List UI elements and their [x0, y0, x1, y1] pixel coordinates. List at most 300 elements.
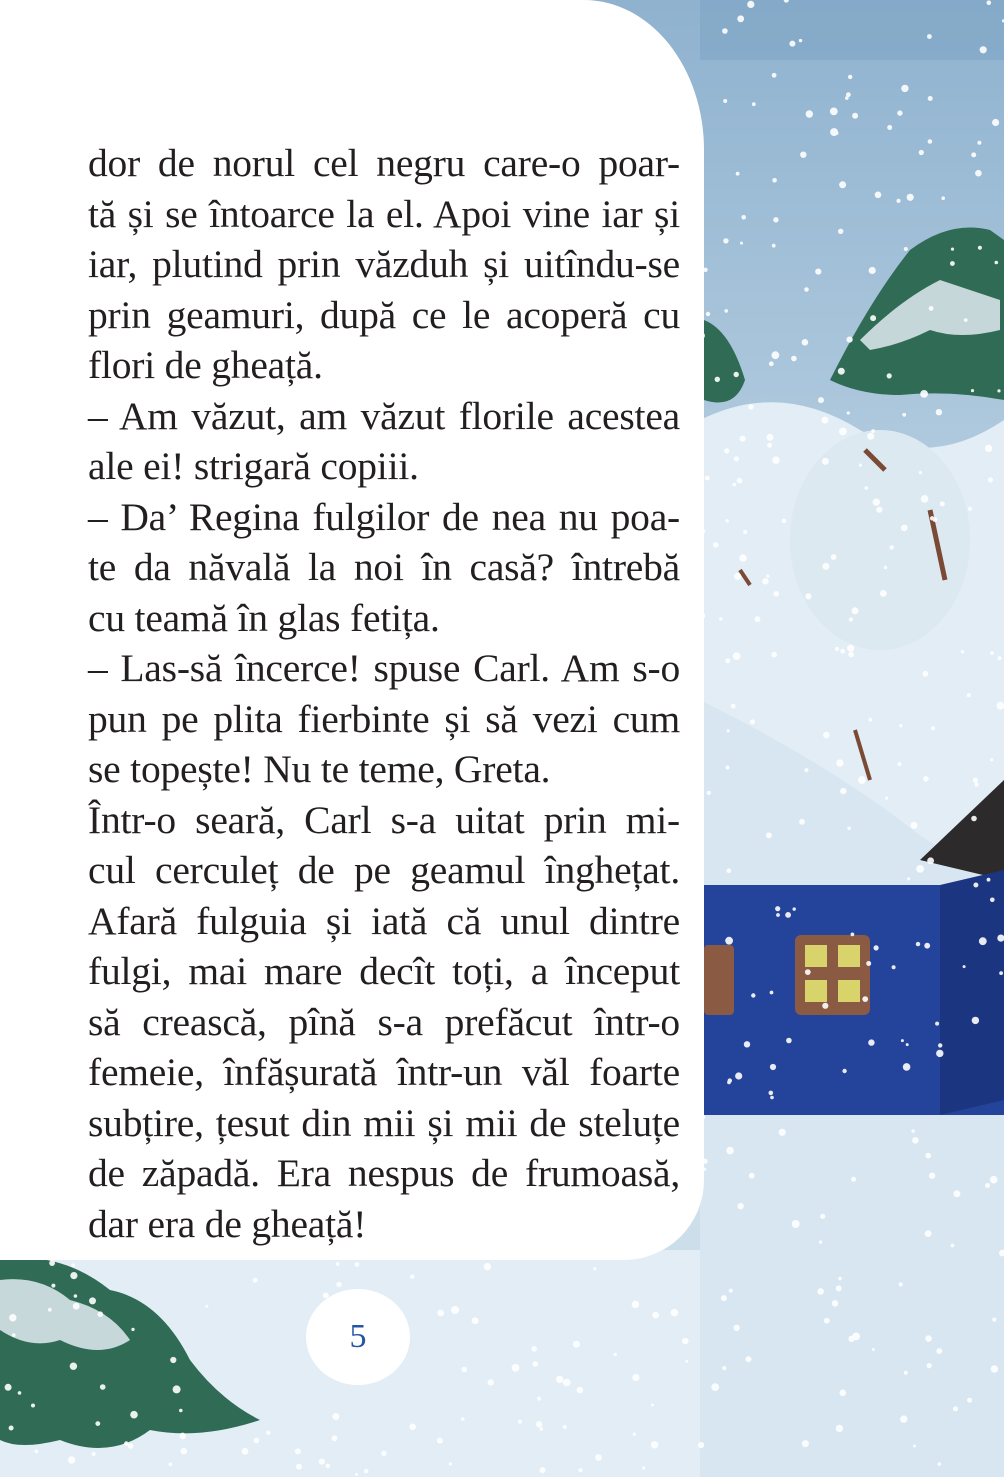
snowflake	[51, 1284, 55, 1288]
snowflake	[772, 351, 780, 359]
snowflake	[859, 464, 862, 467]
text-line: se topește! Nu te teme, Greta.	[88, 747, 551, 791]
snowflake	[462, 1367, 468, 1373]
snowflake	[92, 1452, 96, 1456]
snowflake	[799, 39, 802, 42]
text-line: – Las-să încerce! spuse Carl. Am s-o	[88, 646, 680, 690]
snowflake	[925, 1335, 932, 1342]
window-pane	[805, 980, 827, 1002]
snowflake	[979, 937, 987, 945]
snowflake	[985, 445, 992, 452]
snowflake	[772, 456, 780, 464]
snowflake	[632, 1374, 639, 1381]
snowflake	[847, 827, 851, 831]
snowflake	[734, 372, 739, 377]
snowflake	[975, 783, 979, 787]
snowflake	[907, 194, 914, 201]
snowflake	[332, 1435, 338, 1441]
snowflake	[928, 96, 933, 101]
snowflake	[179, 1433, 186, 1440]
snowflake	[488, 1379, 494, 1385]
snowflake	[707, 791, 711, 795]
snowflake	[963, 965, 966, 968]
snowflake	[782, 519, 787, 524]
text-line: femeie, înfășurată într-un văl foarte	[88, 1050, 680, 1094]
snowflake	[938, 1043, 942, 1047]
text-line: fulgi, mai mare decît toți, a început	[88, 949, 680, 993]
snowflake	[737, 478, 743, 484]
snowflake	[755, 616, 761, 622]
text-line: să crească, pînă s-a prefăcut într-o	[88, 999, 680, 1044]
snowflake	[840, 1390, 847, 1397]
snowflake	[978, 246, 982, 250]
snowflake	[904, 1371, 908, 1375]
snowflake	[898, 762, 902, 766]
snowflake	[936, 1348, 942, 1354]
snowflake	[724, 448, 729, 453]
snowflake	[773, 591, 779, 597]
page-number-badge	[306, 1289, 410, 1385]
snowflake	[767, 434, 774, 441]
snowflake	[968, 507, 972, 511]
snowflake	[848, 75, 852, 79]
snowflake	[531, 1346, 537, 1352]
house-wall-shade	[940, 870, 1004, 1115]
snowflake	[786, 1038, 792, 1044]
snowflake	[973, 883, 978, 888]
snowflake	[971, 389, 974, 392]
snowflake	[70, 1272, 77, 1279]
snowflake	[336, 1262, 340, 1266]
snowflake	[951, 1244, 955, 1248]
snowflake	[296, 1464, 302, 1470]
snowflake	[950, 261, 955, 266]
snowflake	[953, 1406, 958, 1411]
snowflake	[990, 898, 995, 903]
snowflake	[593, 1267, 596, 1270]
snowflake	[751, 993, 755, 997]
snowflake	[685, 1360, 688, 1363]
snowflake	[49, 1260, 55, 1266]
snowflake	[578, 1468, 582, 1472]
snowflake	[173, 1385, 181, 1393]
snowflake	[169, 1462, 173, 1466]
snowflake	[698, 1442, 704, 1448]
snowflake	[518, 1420, 522, 1424]
snowflake	[890, 545, 894, 549]
snowflake	[961, 650, 964, 653]
snowflake	[967, 693, 971, 697]
snowflake	[409, 1424, 416, 1431]
snowflake	[319, 1459, 325, 1465]
snowflake	[852, 1333, 860, 1341]
snowflake	[726, 1147, 734, 1155]
snowflake	[791, 356, 797, 362]
text-line: dor de norul cel negru care-o poar-	[88, 141, 680, 185]
snowflake	[804, 287, 809, 292]
snowflake	[904, 247, 908, 251]
snowflake	[723, 238, 728, 243]
page-number: 5	[349, 1318, 367, 1355]
snowflake	[838, 368, 845, 375]
snowflake	[266, 1431, 270, 1435]
snowflake	[9, 1314, 16, 1321]
snowflake	[919, 150, 924, 155]
snowflake	[449, 1462, 452, 1465]
snowflake	[632, 1301, 640, 1309]
snowflake	[977, 141, 981, 145]
snowflake	[733, 652, 741, 660]
snowflake	[987, 878, 991, 882]
snowflake	[847, 645, 854, 652]
snowflake	[985, 1183, 990, 1188]
snowflake	[903, 1063, 911, 1071]
snowflake	[916, 942, 920, 946]
text-line: ale ei! strigară copiii.	[88, 444, 419, 488]
snowflake	[725, 765, 729, 769]
snowflake	[847, 411, 850, 414]
snowflake	[533, 1361, 539, 1367]
snowflake	[899, 724, 902, 727]
snowflake	[74, 1294, 78, 1298]
snowflake	[910, 822, 917, 829]
snowflake	[973, 778, 978, 783]
snowflake	[990, 651, 994, 655]
snowflake	[823, 732, 830, 739]
snowflake	[921, 495, 929, 503]
snowflake	[849, 617, 853, 621]
snowflake	[748, 404, 753, 409]
snowflake	[868, 1039, 874, 1045]
snowflake	[838, 1277, 842, 1281]
snowflake	[98, 1311, 104, 1317]
snowflake	[835, 647, 839, 651]
snowflake	[836, 1285, 842, 1291]
snowflake	[991, 1365, 998, 1372]
snowflake	[998, 656, 1002, 660]
snowflake	[900, 1415, 907, 1422]
snowflake	[822, 563, 829, 570]
snowflake	[953, 1190, 960, 1197]
snowflake	[927, 857, 934, 864]
snowflake	[931, 726, 935, 730]
snowflake	[727, 868, 732, 873]
snowflake	[737, 1203, 743, 1209]
snowflake	[847, 337, 853, 343]
snowflake	[170, 1357, 176, 1363]
snowflake	[874, 945, 879, 950]
snowflake	[902, 413, 906, 417]
snowflake	[770, 991, 774, 995]
snowflake	[906, 1043, 909, 1046]
snowflake	[633, 1433, 636, 1436]
snowflake	[869, 718, 873, 722]
snowflake	[804, 768, 808, 772]
snowflake	[836, 1425, 843, 1432]
snowflake	[713, 542, 718, 547]
snowflake	[437, 1310, 444, 1317]
text-line: – Da’ Regina fulgilor de nea nu poa-	[88, 494, 680, 539]
snowflake	[179, 1409, 183, 1413]
snowflake	[31, 1404, 35, 1408]
snowflake	[769, 361, 774, 366]
snowflake	[723, 99, 727, 103]
snowflake	[71, 1264, 75, 1268]
snowflake	[923, 671, 929, 677]
snowflake	[899, 1282, 903, 1286]
snowflake	[838, 229, 843, 234]
snowflake	[793, 907, 796, 910]
snowflake	[12, 1333, 16, 1337]
text-line: prin geamuri, după ce le acoperă cu	[88, 292, 680, 337]
snowflake	[642, 1466, 645, 1469]
snowflake	[967, 1398, 972, 1403]
snowflake	[437, 1438, 443, 1444]
snowflake	[925, 1230, 932, 1237]
snowflake	[776, 913, 780, 917]
snowflake	[916, 865, 924, 873]
snowflake	[739, 554, 747, 562]
snowflake	[851, 1177, 856, 1182]
snowflake	[901, 85, 908, 92]
snowflake	[935, 1022, 939, 1026]
snowflake	[540, 1467, 546, 1473]
snowflake	[990, 1176, 998, 1184]
snowflake	[972, 1017, 979, 1024]
snowflake	[614, 1353, 617, 1356]
snowflake	[451, 1306, 459, 1314]
snowflake	[715, 377, 720, 382]
snowflake	[726, 519, 729, 522]
snowflake	[830, 128, 838, 136]
snowflake	[743, 530, 747, 534]
snowflake	[722, 1366, 726, 1370]
snowflake	[100, 1384, 106, 1390]
snowflake	[733, 483, 737, 487]
snowflake	[831, 554, 837, 560]
snowflake	[727, 729, 730, 732]
snowflake	[789, 41, 795, 47]
snowflake	[336, 1282, 341, 1287]
text-line: subțire, țesut din mii și mii de steluțe	[88, 1100, 680, 1145]
snowflake	[867, 433, 874, 440]
snowflake	[805, 593, 811, 599]
snowflake	[880, 590, 887, 597]
snowflake	[892, 965, 896, 969]
text-line: dar era de gheață!	[88, 1201, 367, 1246]
snowflake	[724, 309, 728, 313]
snowflake	[747, 1, 754, 8]
snowflake	[858, 776, 866, 784]
snowflake	[181, 1448, 188, 1455]
snowflake	[936, 409, 942, 415]
snowflake	[802, 339, 809, 346]
snowflake	[864, 486, 868, 490]
snowflake	[830, 108, 838, 116]
snowflake	[913, 1445, 916, 1448]
snowflake	[912, 1137, 919, 1144]
snowflake	[930, 516, 934, 520]
snowflake	[997, 389, 1000, 392]
snowflake	[839, 181, 846, 188]
snowflake	[595, 1454, 602, 1461]
snowflake	[461, 1417, 465, 1421]
snowflake	[800, 152, 806, 158]
text-line: – Am văzut, am văzut florile acestea	[88, 393, 680, 438]
snowflake	[839, 428, 847, 436]
snowflake	[866, 961, 871, 966]
snowflake	[845, 96, 849, 100]
text-line: iar, plutind prin văzduh și uitîndu-se	[88, 242, 680, 286]
text-line: flori de gheață.	[88, 343, 323, 387]
snowflake	[975, 170, 982, 177]
snowflake	[987, 0, 992, 5]
snowflake	[815, 269, 821, 275]
snowflake	[936, 1050, 943, 1057]
snowflake	[822, 1003, 828, 1009]
snowflake	[770, 1096, 774, 1100]
snowflake	[785, 912, 791, 918]
snowflake	[799, 819, 805, 825]
snowflake	[925, 1153, 931, 1159]
snowflake	[762, 578, 768, 584]
snowflake	[737, 15, 744, 22]
snowflake	[721, 1295, 727, 1301]
snowflake	[733, 1325, 739, 1331]
snowflake	[124, 1441, 128, 1445]
snowflake	[929, 1173, 935, 1179]
snowflake	[381, 1451, 386, 1456]
snowflake	[999, 971, 1003, 975]
snowflake	[870, 315, 876, 321]
snowflake	[705, 476, 710, 481]
snowflake	[744, 1041, 750, 1047]
snowflake	[48, 1308, 52, 1312]
house-window-partial	[704, 945, 734, 1015]
snowflake	[907, 877, 910, 880]
snowflake	[671, 1309, 679, 1317]
snowflake	[749, 1173, 755, 1179]
snowflake	[740, 436, 746, 442]
snowflake	[725, 937, 733, 945]
snowflake	[832, 1300, 839, 1307]
snowflake	[563, 1425, 567, 1429]
snowflake	[472, 1317, 479, 1324]
text-line: cu teamă în glas fetița.	[88, 595, 440, 640]
snowflake	[992, 119, 999, 126]
snowflake	[792, 1220, 800, 1228]
snowflake	[862, 996, 868, 1002]
snowflake	[805, 969, 811, 975]
snowflake	[128, 1443, 134, 1449]
snowflake	[242, 1448, 249, 1455]
snowflake	[719, 617, 723, 621]
snowflake	[725, 658, 730, 663]
snowflake	[897, 110, 902, 115]
snowflake	[802, 1440, 809, 1447]
snowflake	[731, 704, 736, 709]
snowflake	[766, 575, 769, 578]
snowflake	[68, 1456, 75, 1463]
snowflake	[773, 217, 778, 222]
snowflake	[131, 1328, 134, 1331]
snowflake	[722, 28, 728, 34]
snowflake	[887, 125, 892, 130]
snowflake	[651, 1441, 658, 1448]
snowflake	[728, 1078, 732, 1082]
snowflake	[852, 113, 858, 119]
snowflake	[971, 152, 976, 157]
snowflake	[842, 1069, 846, 1073]
snowflake	[771, 652, 777, 658]
snowflake	[295, 1448, 301, 1454]
snowflake	[924, 943, 930, 949]
snowflake	[901, 1039, 904, 1042]
snowflake	[734, 456, 739, 461]
snowflake	[741, 215, 746, 220]
text-line: tă și se întoarce la el. Apoi vine iar și	[88, 191, 680, 236]
snowflake	[971, 816, 977, 822]
snowflake	[73, 1303, 80, 1310]
snowflake	[651, 1404, 654, 1407]
snowflake	[938, 1462, 942, 1466]
snowflake	[540, 1427, 544, 1431]
snowflake	[355, 1473, 358, 1476]
window-pane	[838, 980, 860, 1002]
snowflake	[18, 1391, 22, 1395]
snowflake	[95, 1421, 100, 1426]
snowflake	[901, 525, 908, 532]
snowflake	[536, 1421, 542, 1427]
snowflake	[205, 1305, 208, 1308]
snowflake	[752, 102, 756, 106]
snowflake	[988, 477, 993, 482]
snowflake	[775, 906, 780, 911]
snowflake	[885, 797, 888, 800]
snowflake	[840, 649, 845, 654]
snowflake	[806, 110, 813, 117]
snowflake	[920, 390, 928, 398]
snowflake	[130, 1411, 138, 1419]
snowflake	[911, 1129, 914, 1132]
snowflake	[992, 1318, 996, 1322]
text-line: Într-o seară, Carl s-a uitat prin mi-	[88, 797, 680, 842]
snowflake	[9, 1426, 14, 1431]
snowflake	[927, 34, 932, 39]
snowflake	[770, 1064, 776, 1070]
snowflake	[884, 566, 887, 569]
snowflake	[766, 832, 772, 838]
snowflake	[734, 573, 741, 580]
snowflake	[928, 139, 933, 144]
snowflake	[990, 758, 993, 761]
snowflake	[848, 652, 854, 658]
snowflake	[512, 1364, 520, 1372]
snowflake	[964, 318, 968, 322]
snowflake	[5, 1384, 12, 1391]
snowflake	[410, 1275, 414, 1279]
snowflake	[941, 196, 945, 200]
snowflake	[876, 507, 882, 513]
snowflake	[769, 1091, 774, 1096]
snowflake	[254, 1438, 260, 1444]
snowflake	[711, 1383, 719, 1391]
snowflake	[822, 458, 829, 465]
snowflake	[929, 306, 934, 311]
snowflake	[873, 499, 880, 506]
snowflake	[840, 788, 846, 794]
text-line: te da năvală la noi în casă? întrebă	[88, 545, 680, 589]
